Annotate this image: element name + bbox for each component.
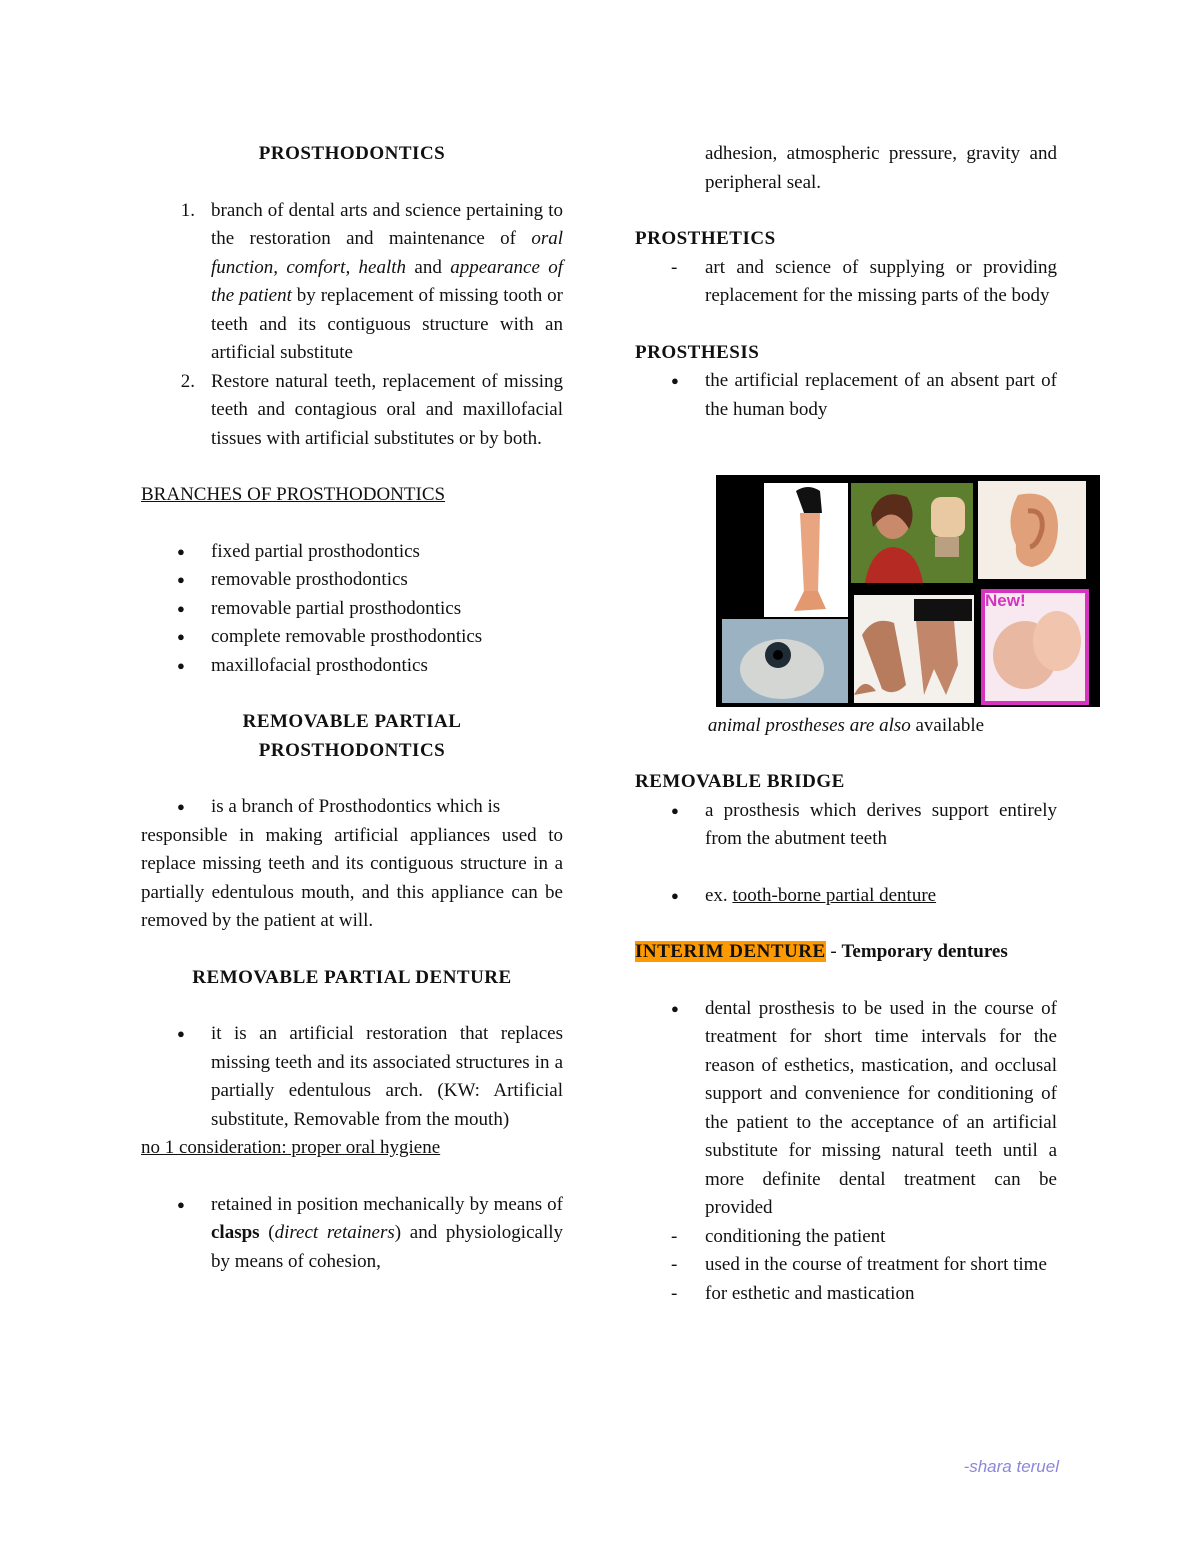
bullet-icon: ● bbox=[177, 572, 185, 587]
prosthetic-hand-image bbox=[851, 483, 973, 583]
definition-2 bbox=[141, 368, 563, 454]
dash-marker: - bbox=[671, 256, 678, 278]
bullet-icon: ● bbox=[177, 799, 185, 814]
prosthetic-eye-image bbox=[722, 619, 848, 703]
text: branch of dental arts and science pertaining to the restoration and maintenance of bbox=[211, 199, 563, 249]
new-badge: New! bbox=[985, 591, 1026, 610]
heading-prosthetics: PROSTHETICS bbox=[635, 228, 776, 249]
prosthetic-leg-image bbox=[764, 483, 848, 617]
list-item: - for esthetic and mastication bbox=[635, 1280, 1057, 1309]
list-number-2: 2. bbox=[180, 370, 195, 392]
bullet-icon: ● bbox=[671, 802, 679, 818]
list-item: - art and science of supplying or providing replacement for the missing parts of the body bbox=[635, 254, 1057, 311]
prosthetic-breast-form-image bbox=[981, 589, 1089, 705]
heading-prosthodontics: PROSTHODONTICS bbox=[258, 143, 446, 164]
heading-rpp-line2: PROSTHODONTICS bbox=[258, 739, 446, 761]
list-item: - used in the course of treatment for short time bbox=[635, 1251, 1057, 1280]
list-item: ● the artificial replacement of an absent part of the human body bbox=[635, 367, 1057, 424]
text: and bbox=[406, 256, 451, 278]
list-item: ● maxillofacial prosthodontics bbox=[141, 652, 563, 681]
bullet-icon: ● bbox=[177, 1196, 185, 1212]
list-item: ● dental prosthesis to be used in the course of treatment for short time intervals for the reason of esthetics, mastication, and occlusal support and convenience for conditioning of the patient to the acceptance of an artificial substitute for missing natural teeth until a more definite dental treatment can be provided bbox=[635, 995, 1057, 1223]
right-column-lower bbox=[635, 768, 1057, 1308]
list-item: ● it is an artificial restoration that replaces missing teeth and its associated structures in a partially edentulous arch. (KW: Artificial substitute, Removable from the mouth) bbox=[141, 1020, 563, 1134]
left-column bbox=[141, 140, 563, 1276]
dash-marker: - bbox=[671, 1225, 678, 1247]
heading-rpd: REMOVABLE PARTIAL DENTURE bbox=[192, 966, 512, 988]
bullet-icon: ● bbox=[177, 600, 185, 616]
bullet-icon: ● bbox=[671, 1000, 679, 1016]
definition-1 bbox=[141, 197, 563, 368]
dash-marker: - bbox=[671, 1282, 678, 1304]
list-item: ● removable prosthodontics bbox=[141, 566, 563, 595]
heading-rpp-line1: REMOVABLE PARTIAL bbox=[242, 711, 462, 732]
bullet-icon: ● bbox=[671, 373, 679, 388]
prostheses-image bbox=[716, 475, 1100, 707]
list-item: ● fixed partial prosthodontics bbox=[141, 538, 563, 567]
list-item: ● retained in position mechanically by means of clasps (direct retainers) and physiologically by means of cohesion, bbox=[141, 1191, 563, 1277]
heading-prosthesis: PROSTHESIS bbox=[635, 341, 760, 363]
heading-interim-denture: INTERIM DENTURE - Temporary dentures bbox=[635, 941, 1008, 962]
bullet-icon: ● bbox=[177, 543, 185, 559]
author-signature: -shara teruel bbox=[963, 1457, 1059, 1476]
heading-removable-bridge: REMOVABLE BRIDGE bbox=[635, 771, 845, 792]
list-item: ● complete removable prosthodontics bbox=[141, 623, 563, 652]
branches-list bbox=[141, 538, 563, 681]
bullet-icon: ● bbox=[177, 1026, 185, 1041]
retain-continuation: adhesion, atmospheric pressure, gravity and peripheral seal. bbox=[705, 143, 1057, 193]
definition-2-text: Restore natural teeth, replacement of missing teeth and contagious oral and maxillofacial tissues with artificial substitutes or by both. bbox=[211, 370, 563, 449]
bullet-icon: ● bbox=[671, 887, 679, 903]
right-column bbox=[635, 140, 1057, 424]
prosthetic-ear-image bbox=[978, 481, 1086, 579]
list-item: ● removable partial prosthodontics bbox=[141, 595, 563, 624]
bullet-icon: ● bbox=[177, 629, 185, 644]
heading-branches: BRANCHES OF PROSTHODONTICS bbox=[141, 484, 446, 505]
list-item: ● a prosthesis which derives support entirely from the abutment teeth bbox=[635, 797, 1057, 854]
text: by replacement of missing tooth or teeth and its contiguous structure with an artificial substitute bbox=[211, 285, 563, 363]
image-caption: animal prostheses are also available bbox=[707, 715, 985, 736]
rpp-paragraph: responsible in making artificial appliances used to replace missing teeth and its contiguous structure in a partially edentulous mouth, and this appliance can be removed by the patient at will. bbox=[141, 824, 563, 931]
dash-marker: - bbox=[671, 1254, 678, 1275]
bullet-icon: ● bbox=[177, 657, 185, 673]
rpd-note: no 1 consideration: proper oral hygiene bbox=[141, 1137, 441, 1158]
prosthetic-fingers-image bbox=[854, 595, 974, 703]
list-item: - conditioning the patient bbox=[635, 1223, 1057, 1252]
list-item: ● is a branch of Prosthodontics which is bbox=[141, 793, 563, 822]
text-italic: appearance of the patient bbox=[211, 256, 564, 306]
list-number-1: 1. bbox=[180, 199, 195, 221]
list-item: ● ex. tooth-borne partial denture bbox=[635, 882, 1057, 911]
text-italic: oral function, comfort, health bbox=[211, 228, 563, 278]
